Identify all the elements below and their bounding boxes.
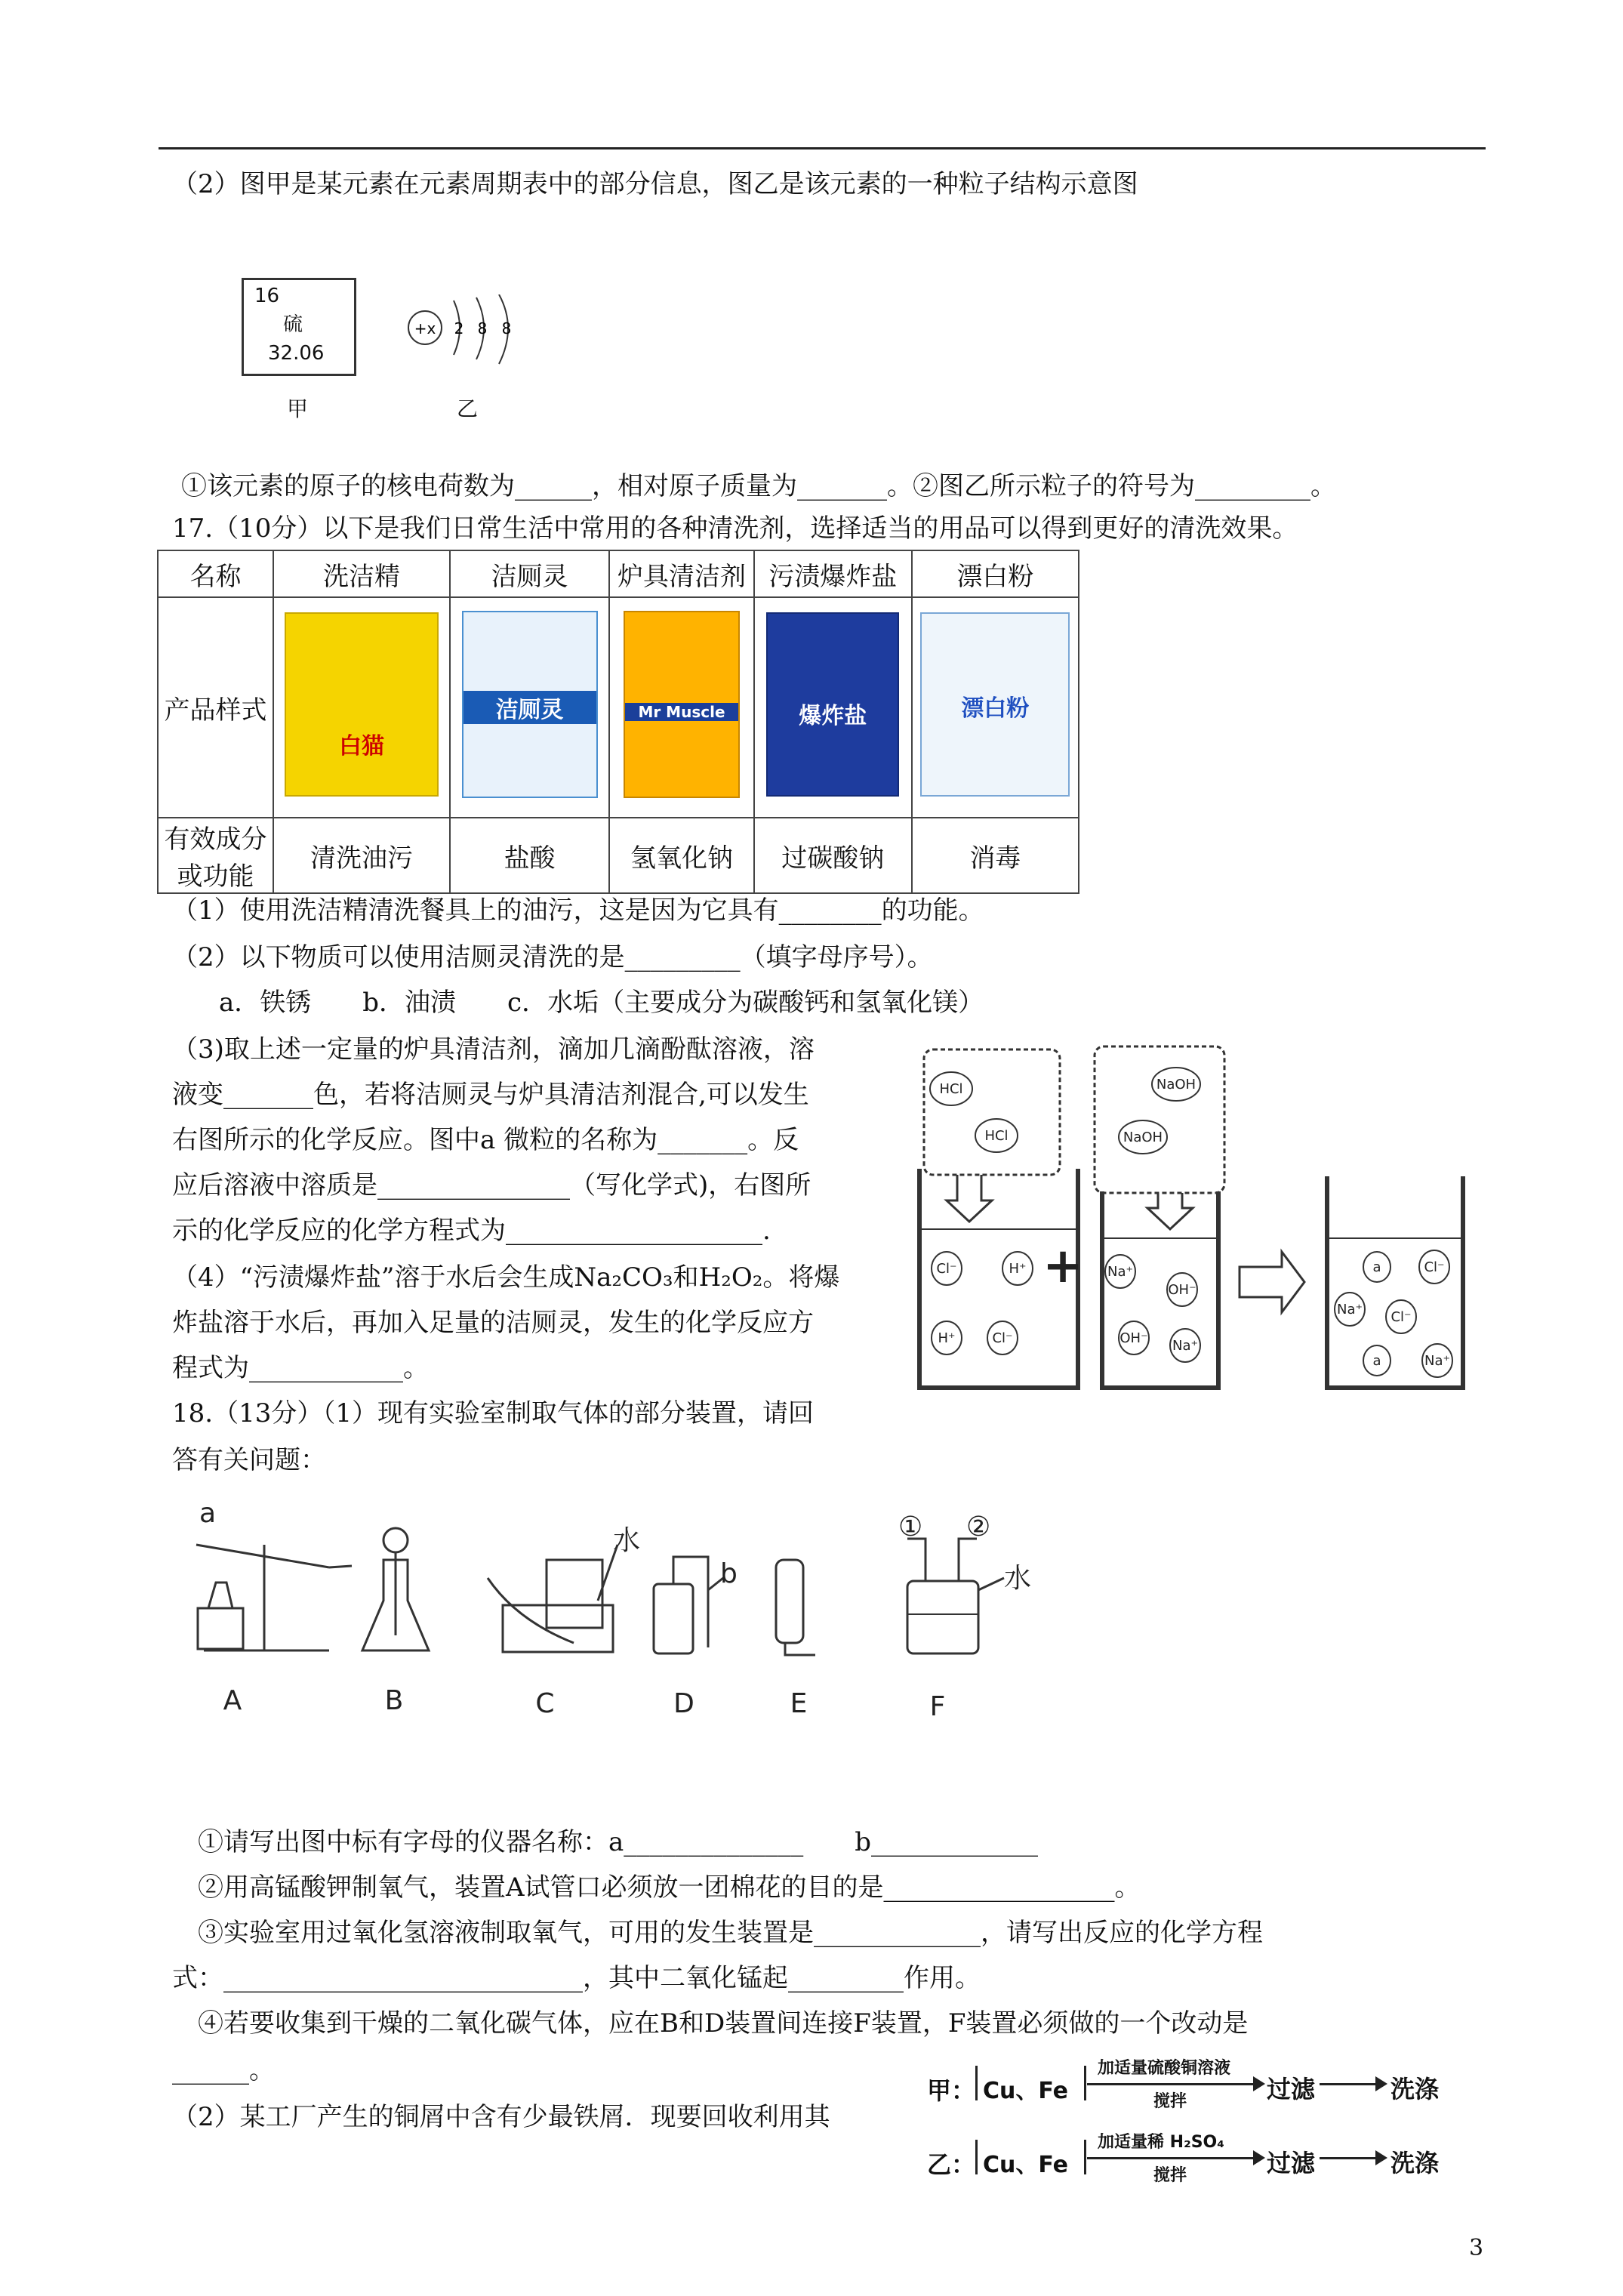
plus-sign: + xyxy=(1042,1238,1083,1294)
product-function-1: 清洗油污 xyxy=(273,818,450,893)
shell-2-count: 8 xyxy=(477,319,488,337)
flow-jia xyxy=(927,2055,1471,2116)
b3-particle-5: a xyxy=(1372,1353,1381,1369)
reaction-arrow xyxy=(1240,1252,1304,1312)
apparatus-label-d: D xyxy=(673,1688,694,1719)
q18-q3-line-2: 式：____________________________，其中二氧化锰起_________作用。 xyxy=(172,1963,981,1993)
mark-water-c: 水 xyxy=(613,1525,641,1556)
q18-q2: ②用高锰酸钾制氧气，装置A试管口必须放一团棉花的目的是__________________。 xyxy=(198,1872,1141,1903)
flow-jia-stir: 搅拌 xyxy=(1153,2092,1187,2111)
flow-yi-stir: 搅拌 xyxy=(1153,2166,1187,2185)
stove-cleaner-pack-text: Mr Muscle xyxy=(625,703,738,721)
product-function-4: 过碳酸钠 xyxy=(754,818,912,893)
product-name-4: 污渍爆炸盐 xyxy=(754,550,912,597)
flow-jia-reagent: 加适量硫酸铜溶液 xyxy=(1098,2059,1231,2078)
product-name-5: 漂白粉 xyxy=(912,550,1079,597)
q17-q3-line-2: 液变_______色，若将洁厕灵与炉具清洁剂混合,可以发生 xyxy=(172,1080,809,1110)
b1-ion-4: Cl⁻ xyxy=(992,1330,1013,1346)
nucleus-charge: +x xyxy=(414,319,436,337)
q16-sub2-text: （2）图甲是某元素在元素周期表中的部分信息，图乙是该元素的一种粒子结构示意图 xyxy=(172,169,1138,199)
header-rule xyxy=(159,147,1486,149)
cleaner-table xyxy=(157,550,1079,894)
shell-3-count: 8 xyxy=(501,319,512,337)
b1-ion-1: Cl⁻ xyxy=(936,1261,957,1277)
row-label-sample: 产品样式 xyxy=(158,597,273,818)
label-jia: 甲 xyxy=(287,396,309,421)
q17-q3-line-4: 应后溶液中溶质是_______________（写化学式)，右图所 xyxy=(172,1170,812,1200)
product-function-5: 消毒 xyxy=(912,818,1079,893)
mark-b: b xyxy=(720,1558,738,1589)
q17-q3-line-3: 右图所示的化学反应。图中a 微粒的名称为_______。反 xyxy=(172,1125,799,1155)
b1-ion-3: H⁺ xyxy=(938,1330,956,1346)
q17-q2: （2）以下物质可以使用洁厕灵清洗的是_________（填字母序号）。 xyxy=(172,942,933,972)
apparatus-label-f: F xyxy=(929,1691,946,1722)
b2-ion-4: Na⁺ xyxy=(1172,1338,1198,1354)
b2-ion-3: OH⁻ xyxy=(1119,1330,1148,1346)
shell-1-count: 2 xyxy=(454,319,464,337)
q17-q4-line-2: 炸盐溶于水后，再加入足量的洁厕灵，发生的化学反应方 xyxy=(172,1308,814,1338)
apparatus-label-c: C xyxy=(535,1688,555,1719)
product-function-2: 盐酸 xyxy=(450,818,609,893)
toilet-cleaner-pack-text: 洁厕灵 xyxy=(463,691,596,724)
flow-yi-solids: Cu、Fe xyxy=(983,2152,1068,2178)
bleach-powder-pack-text: 漂白粉 xyxy=(961,695,1030,722)
b3-particle-4: Cl⁻ xyxy=(1390,1309,1412,1325)
mark-port-2: ② xyxy=(966,1512,991,1542)
q17-intro: 17.（10分）以下是我们日常生活中常用的各种清洗剂，选择适当的用品可以得到更好的清洗效果。 xyxy=(172,513,1298,544)
dish-soap-pack-text: 白猫 xyxy=(338,732,384,760)
q18-part2: （2）某工厂产生的铜屑中含有少最铁屑．现要回收利用其 xyxy=(172,2102,830,2132)
stove-cleaner-image xyxy=(624,611,740,798)
q16-question-line: ①该元素的原子的核电荷数为______，相对原子质量为_______。②图乙所示粒子的符号为_________。 xyxy=(181,471,1336,501)
q18-q3-line-1: ③实验室用过氧化氢溶液制取氧气，可用的发生装置是_____________，请写出反应的化学方程 xyxy=(198,1918,1263,1948)
flow-jia-solids: Cu、Fe xyxy=(983,2078,1068,2104)
q17-q3-line-1: （3)取上述一定量的炉具清洁剂，滴加几滴酚酞溶液，溶 xyxy=(172,1034,815,1065)
q18-intro-line-2: 答有关问题： xyxy=(172,1445,326,1475)
b1-top-molecule-2: HCl xyxy=(984,1128,1009,1144)
flow-yi-filter: 过滤 xyxy=(1267,2149,1316,2177)
b3-particle-2: Cl⁻ xyxy=(1424,1259,1445,1275)
flow-yi-label: 乙： xyxy=(927,2150,976,2179)
b2-top-molecule-1: NaOH xyxy=(1156,1077,1196,1093)
flow-yi-wash: 洗涤 xyxy=(1390,2149,1440,2177)
neutralization-diagram xyxy=(904,1040,1478,1395)
q18-q1: ①请写出图中标有字母的仪器名称：a______________ b_____________ xyxy=(198,1827,1039,1857)
ion-structure-diagram xyxy=(404,294,540,378)
q18-intro-line-1: 18.（13分）（1）现有实验室制取气体的部分装置，请回 xyxy=(172,1398,814,1428)
b3-particle-1: a xyxy=(1372,1259,1381,1275)
mark-water-f: 水 xyxy=(1004,1563,1032,1594)
mark-port-1: ① xyxy=(898,1512,923,1542)
flow-yi xyxy=(927,2129,1471,2190)
q17-q4-line-3: 程式为____________。 xyxy=(172,1353,429,1383)
bleach-powder-image xyxy=(920,612,1070,797)
flow-jia-wash: 洗涤 xyxy=(1390,2075,1440,2103)
element-name: 硫 xyxy=(283,313,303,336)
page-number: 3 xyxy=(1469,2235,1484,2261)
label-yi: 乙 xyxy=(457,396,479,421)
q18-q4-line-1: ④若要收集到干燥的二氧化碳气体，应在B和D装置间连接F装置，F装置必须做的一个改动是 xyxy=(198,2008,1249,2039)
b1-top-molecule-1: HCl xyxy=(939,1081,963,1097)
b1-ion-2: H⁺ xyxy=(1009,1261,1027,1277)
b3-particle-3: Na⁺ xyxy=(1337,1302,1363,1318)
q17-q4-line-1: （4）“污渍爆炸盐”溶于水后会生成Na₂CO₃和H₂O₂。将爆 xyxy=(172,1262,840,1293)
atomic-mass: 32.06 xyxy=(268,342,325,365)
apparatus-diagram xyxy=(181,1499,1057,1726)
b2-ion-1: Na⁺ xyxy=(1107,1264,1133,1280)
q18-q4-line-2: ______。 xyxy=(172,2055,275,2085)
b3-particle-6: Na⁺ xyxy=(1424,1353,1450,1369)
toilet-cleaner-image xyxy=(462,611,598,798)
atomic-number: 16 xyxy=(254,285,280,307)
apparatus-label-e: E xyxy=(790,1688,808,1719)
mark-a: a xyxy=(199,1499,217,1529)
dish-soap-image xyxy=(285,612,439,797)
product-name-2: 洁厕灵 xyxy=(450,550,609,597)
b2-ion-2: OH⁻ xyxy=(1168,1282,1196,1298)
product-name-1: 洗洁精 xyxy=(273,550,450,597)
product-name-3: 炉具清洁剂 xyxy=(609,550,754,597)
oxi-salt-pack-text: 爆炸盐 xyxy=(799,702,867,729)
apparatus-label-b: B xyxy=(384,1685,404,1716)
q17-q2-options: a．铁锈 b．油渍 c．水垢（主要成分为碳酸钙和氢氧化镁） xyxy=(219,988,984,1018)
flow-jia-filter: 过滤 xyxy=(1267,2075,1316,2103)
q17-q1: （1）使用洗洁精清洗餐具上的油污，这是因为它具有________的功能。 xyxy=(172,895,984,926)
oxi-salt-image xyxy=(766,612,899,797)
product-function-3: 氢氧化钠 xyxy=(609,818,754,893)
q17-q3-line-5: 示的化学反应的化学方程式为____________________. xyxy=(172,1216,771,1246)
flow-jia-label: 甲： xyxy=(927,2076,976,2105)
row-label-function: 有效成分或功能 xyxy=(158,818,273,893)
flow-yi-reagent: 加适量稀 H₂SO₄ xyxy=(1098,2133,1224,2152)
b2-top-molecule-2: NaOH xyxy=(1123,1130,1163,1145)
element-card xyxy=(242,278,356,376)
row-label-name: 名称 xyxy=(158,550,273,597)
apparatus-label-a: A xyxy=(223,1685,242,1716)
